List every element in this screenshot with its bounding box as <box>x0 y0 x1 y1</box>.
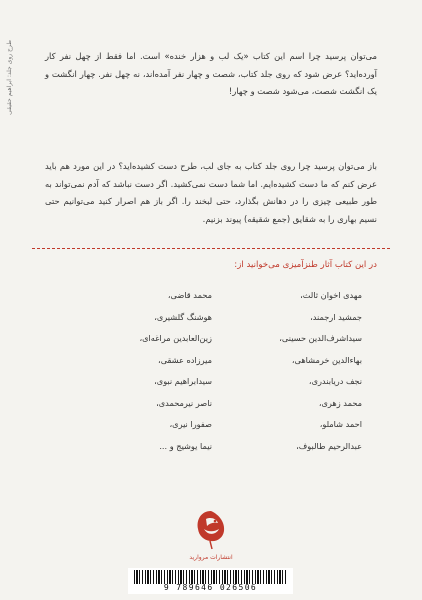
author-name: جمشید ارجمند، <box>310 311 362 322</box>
author-name: نیما یوشیج و ... <box>159 440 212 451</box>
author-name: محمد زهری، <box>318 397 362 408</box>
author-name: سیداشرف‌الدین حسینی، <box>279 333 362 343</box>
author-name: هوشنگ گلشیری، <box>154 311 212 322</box>
author-name: صفورا نیری، <box>169 419 212 429</box>
barcode-bars <box>134 570 287 584</box>
publisher-name: انتشارات مروارید <box>189 554 233 561</box>
isbn-number: 9 789646 026506 <box>163 583 258 592</box>
publisher-bird-logo-icon <box>186 505 236 571</box>
authors-list-left <box>72 285 212 457</box>
barcode <box>128 568 293 594</box>
author-name: بهاءالدین خرمشاهی، <box>291 354 362 365</box>
author-name: سیدابراهیم نبوی، <box>154 376 212 386</box>
cover-design-credit: طرح روی جلد: ابراهیم حقیقی <box>6 40 13 115</box>
author-name: عبدالرحیم طالبوف، <box>296 440 362 451</box>
intro-paragraph-1: می‌توان پرسید چرا اسم این کتاب «یک لب و هزار خنده» است. اما فقط از چهل نفر کار آورده‌اید؟ عرض شود که روی جلد کتاب، شصت و چهار نفر آمده‌اند، نه چهل نفر. چهار انگشت و یک انگشت شصت، می‌شود شصت و چهار! <box>45 51 377 97</box>
author-name: احمد شاملو، <box>319 419 362 429</box>
authors-list-right <box>227 285 362 457</box>
author-name: محمد قاضی، <box>167 290 212 300</box>
section-divider <box>32 248 390 249</box>
author-name: میرزاده عشقی، <box>158 354 212 365</box>
intro-paragraph-2: باز می‌توان پرسید چرا روی جلد کتاب به جای لب، طرح دست کشیده‌اید؟ در این مورد هم باید عرض کنم که ما دست کشیده‌ایم. اما شما دست نمی‌کشید. اگر دست نباشد که آدم نمی‌تواند به طور طبیعی چیزی را در دهانش بگذارد، حتی لبخند را. اگر باز هم اصرار کنید می‌توانیم حتی نسیم بهاری را به شقایق (جمع شقیقه) پیوند بزنیم. <box>45 161 377 224</box>
author-name: زین‌العابدین مراغه‌ای، <box>139 333 212 343</box>
author-name: ناصر نیرمحمدی، <box>156 397 212 408</box>
author-name: مهدی اخوان ثالث، <box>300 290 362 300</box>
authors-heading: در این کتاب آثار طنزآمیزی می‌خوانید از: <box>234 260 377 270</box>
author-name: نجف دریابندری، <box>308 376 362 386</box>
